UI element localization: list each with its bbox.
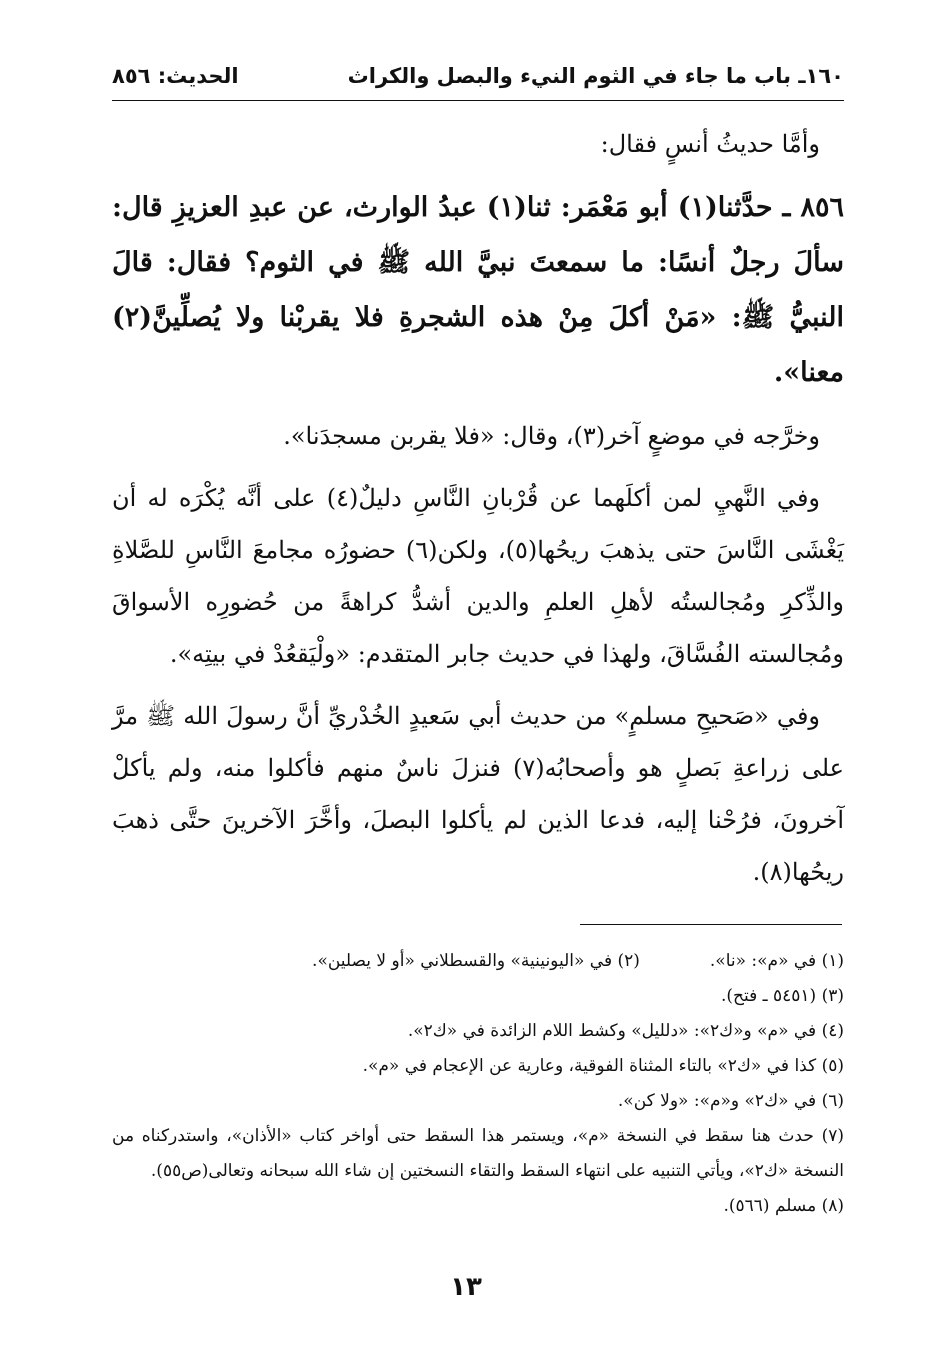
- footnote-4: (٤) في «م» و«ك٢»: «دلليل» وكشط اللام الزائدة في «ك٢».: [407, 1021, 844, 1041]
- footnote-2: (٢) في «اليونينية» والقسطلاني «أو لا يصلين».: [312, 951, 640, 971]
- header-rule: [112, 100, 844, 101]
- footnote-separator: [580, 924, 842, 925]
- footnote-6: (٦) في «ك٢» و«م»: «ولا كن».: [617, 1091, 844, 1111]
- narration-note-paragraph: وخرَّجه في موضعٍ آخر(٣)، وقال: «فلا يقربن مسجدَنا».: [283, 422, 820, 450]
- main-text: [112, 118, 844, 908]
- hadith-number: الحديث: ٨٥٦: [112, 64, 239, 88]
- footnote-8: (٨) مسلم (٥٦٦).: [723, 1196, 844, 1216]
- chapter-title: ١٦٠ـ باب ما جاء في الثوم النيء والبصل والكراث: [347, 64, 844, 88]
- page-number: ١٣: [450, 1272, 482, 1302]
- intro-paragraph: وأمَّا حديثُ أنسٍ فقال:: [600, 130, 820, 158]
- footnote-1: (١) في «م»: «نا».: [709, 951, 844, 971]
- hadith-paragraph: ٨٥٦ ـ حدَّثنا(١) أبو مَعْمَر: ثنا(١) عبدُ الوارث، عن عبدِ العزيزِ قال: سألَ رجلٌ أنسًا: ما سمعتَ نبيَّ الله ﷺ في الثوم؟ فقال: قالَ النبيُّ ﷺ: «مَنْ أكلَ مِنْ هذه الشجرةِ فلا يقربْنا ولا يُصلِّينَّ(٢) معنا».: [112, 192, 844, 388]
- footnotes: [112, 944, 844, 1224]
- footnote-5: (٥) كذا في «ك٢» بالتاء المثناة الفوقية، وعارية عن الإعجام في «م».: [362, 1056, 844, 1076]
- commentary-paragraph: وفي النَّهيِ لمن أكلَهما عن قُرْبانِ النَّاسِ دليلٌ(٤) على أنَّه يُكْرَه له أن يَغْشَى النَّاسَ حتى يذهبَ ريحُها(٥)، ولكن(٦) حضورُه مجامعَ النَّاسِ للصَّلاةِ والذِّكرِ ومُجالستُه لأهلِ العلمِ والدين أشدُّ كراهةً من حُضورِه الأسواقَ ومُجالسته الفُسَّاقَ، ولهذا في حديث جابر المتقدم: «ولْيَقعُدْ في بيتِه».: [112, 484, 844, 668]
- footnote-7: (٧) حدث هنا سقط في النسخة «م»، ويستمر هذا السقط حتى أواخر كتاب «الأذان»، واستدركناه من النسخة «ك٢»، ويأتي التنبيه على انتهاء السقط والتقاء النسختين إن شاء الله سبحانه وتعالى(ص٥٥).: [112, 1126, 844, 1181]
- muslim-narration-paragraph: وفي «صَحيحِ مسلمٍ» من حديث أبي سَعيدٍ الخُدْريِّ أنَّ رسولَ الله ﷺ مرَّ على زراعةِ بَصلٍ هو وأصحابُه(٧) فنزلَ ناسٌ منهم فأكلوا منه، ولم يأكلْ آخرونَ، فرُحْنا إليه، فدعا الذين لم يأكلوا البصلَ، وأخَّرَ الآخرينَ حتَّى ذهبَ ريحُها(٨).: [112, 702, 844, 886]
- footnote-3: (٣) (٥٤٥١ ـ فتح).: [720, 986, 844, 1006]
- footnote-row: [112, 944, 844, 979]
- running-header: [112, 58, 844, 98]
